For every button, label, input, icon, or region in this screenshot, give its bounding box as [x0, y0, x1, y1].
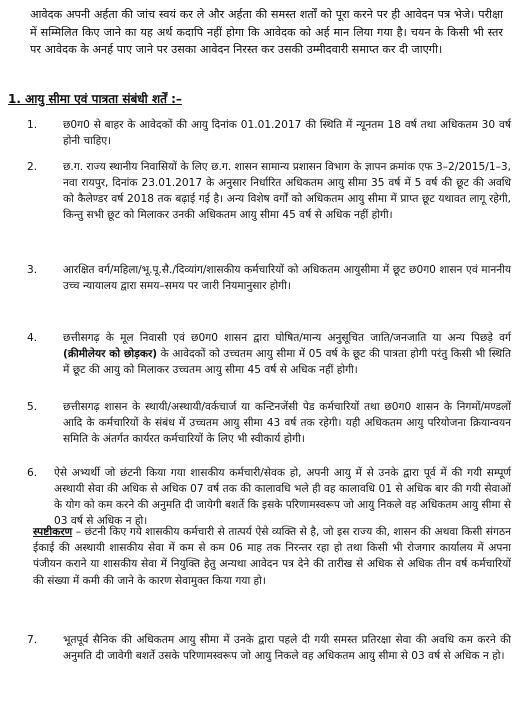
item-2-text: छ.ग. राज्य स्थानीय निवासियों के लिए छ.ग. शासन सामान्य प्रशासन विभाग के ज्ञापन क्रमांक एफ 3–2/2015/1–3, नवा रायपुर, दिनांक 23.01.2017 के अनुसार निर्धारित अधिकतम आयु सीमा 35 वर्ष में 5 वर्ष की छूट की अवधि को कैलेण्डर वर्ष 2018 तक बढ़ाई गई है। अन्य विशेष वर्गों को अधिकतम आयु सीमा में प्राप्त छूट यथावत लागू रहेगी, किन्तु सभी छूट को मिलाकर उनकी अधिकतम आयु सीमा 45 वर्ष से अधिक नहीं होगी। [63, 161, 511, 221]
definition-term: स्पष्टीकरण [33, 526, 73, 538]
item-6-text: ऐसे अभ्यर्थी जो छंटनी किया गया शासकीय कर्मचारी/सेवक हो, अपनी आयु में से उनके द्वारा पूर्व में की गयी सम्पूर्ण अस्थायी सेवा की अधिक से अधिक 07 वर्ष तक की कालावधि भले ही वह कालावधि 01 से अधिक बार की गयी सेवाओं के योग को कम करने की अनुमति दी जायेगी बशर्ते कि इसके परिणामस्वरूप जो आयु निकले वह अधिकतम आयु सीमा से 03 वर्ष से अधिक न हो। [54, 467, 511, 527]
item-4-number: 4. [27, 332, 38, 344]
item-3-number: 3. [27, 264, 38, 276]
section-heading [8, 90, 182, 107]
item-5-number: 5. [27, 401, 38, 413]
item-1-text: छ0ग0 से बाहर के आवेदकों की आयु दिनांक 01.01.2017 की स्थिति में न्यूनतम 18 वर्ष तथा अधिकतम 30 वर्ष होनी चाहिए। [63, 119, 511, 147]
item-4-text-before: छत्तीसगढ़ के मूल निवासी एवं छ0ग0 शासन द्वारा घोषित/मान्य अनुसूचित जाति/जनजाति या अन्य पिछड़े वर्ग [63, 332, 511, 344]
section-heading-text: 1. आयु सीमा एवं पात्रता संबंधी शर्तें :– [8, 92, 182, 106]
definition-text: – छंटनी किए गये शासकीय कर्मचारी से तात्पर्य ऐसे व्यक्ति से है, जो इस राज्य की, शासन की अथवा किसी संगठन ईकाई की अस्थायी शासकीय सेवा में कम से कम 06 माह तक निरन्तर रहा हो तथा किसी भी रोजगार कार्यालय में अपना पंजीयन कराने या शासकीय सेवा में नियुक्ति हेतु अन्यथा आवेदन पत्र देने की तारीख से अधिक से अधिक तीन वर्ष कर्मचारियों की संख्या में कमी की जाने के कारण सेवामुक्त किया गया हो। [33, 526, 511, 587]
item-1-number: 1. [27, 119, 38, 131]
item-2-number: 2. [27, 161, 38, 173]
item-6-number: 6. [27, 467, 38, 479]
item-7-number: 7. [27, 634, 38, 646]
item-7-text: भूतपूर्व सैनिक की अधिकतम आयु सीमा में उनके द्वारा पहले दी गयी समस्त प्रतिरक्षा सेवा की अवधि कम करने की अनुमति दी जावेगी बशर्ते उसके परिणामस्वरूप जो आयु निकले वह अधिकतम आयु सीमा से 03 वर्ष से अधिक न हो। [63, 634, 511, 662]
item-4-text-bold: (क्रीमीलेयर को छोड़कर) [63, 348, 158, 360]
definition-paragraph [33, 524, 511, 589]
item-4-text-after: के आवेदकों को उच्चतम आयु सीमा में 05 वर्ष के छूट की पात्रता होगी परंतु किसी भी स्थिति में छूट की आयु को मिलाकर उच्चतम आयु सीमा 45 वर्ष से अधिक नहीं होगी। [63, 348, 511, 376]
item-3-text: आरक्षित वर्ग/महिला/भू.पू.सै./दिव्यांग/शासकीय कर्मचारियों को अधिकतम आयुसीमा में छूट छ0ग0 शासन एवं माननीय उच्च न्यायालय द्वारा समय–समय पर जारी नियमानुसार होगी। [63, 264, 511, 292]
item-4-text [63, 330, 511, 378]
item-5-text: छत्तीसगढ़ शासन के स्थायी/अस्थायी/वर्कचार्ज या कन्टिनजेंसी पेड कर्मचारियों तथा छ0ग0 शासन के निगमों/मण्डलों आदि के कर्मचारियों के संबंध में उच्चतम आयु सीमा 43 वर्ष तक रहेगी। यही अधिकतम आयु परियोजना क्रियान्वयन समिति के अंतर्गत कार्यरत कर्मचारियों के लिए भी स्वीकार्य होगी। [63, 401, 511, 445]
intro-paragraph: आवेदक अपनी अर्हता की जांच स्वयं कर ले और अर्हता की समस्त शर्तों को पूरा करने पर ही आवेदन पत्र भेजे। परीक्षा में सम्मिलित किए जाने का यह अर्थ कदापि नहीं होगा कि आवेदक को अर्ह मान लिया गया है। चयन के किसी भी स्तर पर आवेदक के अनर्ह पाए जाने पर उसका आवेदन निरस्त कर उसकी उम्मीदवारी समाप्त कर दी जाएगी। [30, 8, 503, 56]
